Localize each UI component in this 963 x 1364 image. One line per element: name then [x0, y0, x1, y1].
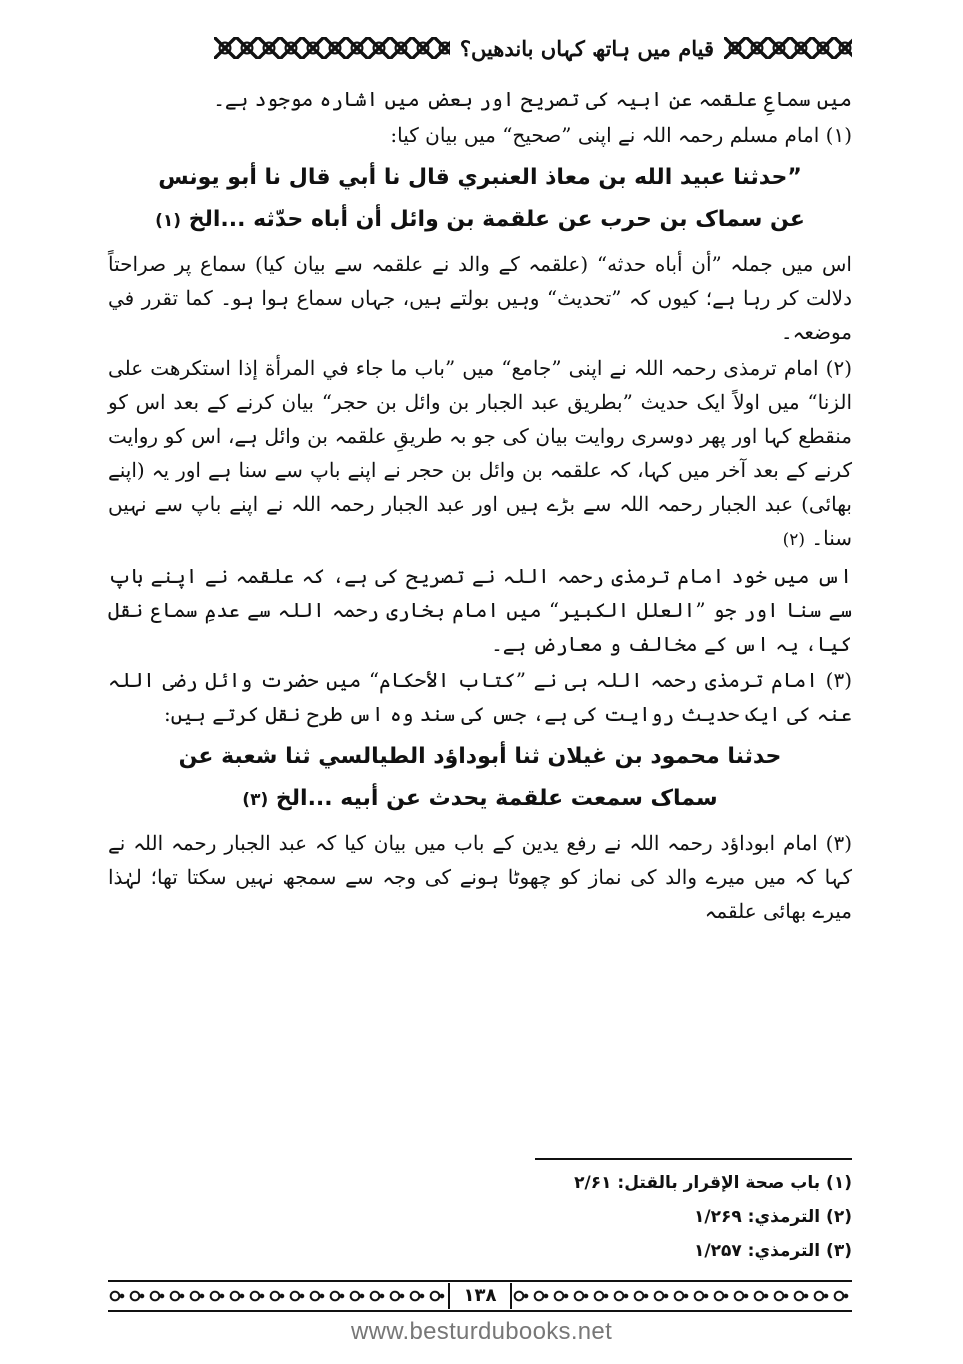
footnote-ref: (۱): [155, 211, 182, 231]
ornament-border-icon: [108, 1285, 448, 1307]
page-body: [108, 82, 852, 930]
arabic-quote-line: [128, 200, 832, 241]
paragraph-muslim: (۱) امام مسلم رحمہ اللہ نے اپنی ”صحیح“ میں بیان کیا:: [390, 123, 852, 147]
paragraph-intro: میں سماعِ علقمہ عن ابیہ کی تصریح اور بعض میں اشارہ موجود ہے۔: [213, 87, 852, 111]
footnote-item: (۳) الترمذي: ۱/۲۵۷: [694, 1241, 852, 1261]
page-number: ۱۳۸: [448, 1283, 513, 1309]
paragraph-ilal: اس میں خود امام ترمذی رحمہ اللہ نے تصریح کی ہے، کہ علقمہ نے اپنے باپ سے سنا اور جو ”العلل الکبیر“ میں امام بخاری رحمہ اللہ سے عدمِ سماع نقل کیا، یہ اس کے مخالف و معارض ہے۔: [108, 564, 852, 656]
footnote-item: (۱) باب صحة الإقرار بالقتل: ۲/۶۱: [574, 1173, 852, 1193]
arabic-quote-line: ”حدثنا عبيد الله بن معاذ العنبري قال نا أبي قال نا أبو يونس: [158, 165, 802, 190]
arabic-quote-line: حدثنا محمود بن غيلان ثنا أبوداؤد الطيالسي ثنا شعبة عن: [178, 744, 782, 769]
arabic-quote-text: سماک سمعت علقمة يحدث عن أبيه ...الخ: [275, 786, 718, 811]
page-footer: [108, 1280, 852, 1312]
page-header: [108, 28, 852, 68]
arabic-quote-text: عن سماک بن حرب عن علقمة بن وائل أن أباه حدّثه ...الخ: [188, 207, 805, 232]
running-title: قیام میں ہاتھ کہاں باندھیں؟: [459, 35, 714, 61]
arabic-quote-1: [108, 158, 852, 241]
paragraph-tahdith: اس میں جملہ ”أن أباه حدثه“ (علقمہ کے والد نے علقمہ سے بیان کیا) سماع پر صراحتاً دلالت کر رہا ہے؛ کیوں کہ ”تحدیث“ وہیں بولتے ہیں، جہاں سماع ہوا ہو۔ کما تقرر في موضعہ۔: [108, 252, 852, 344]
ornament-border-icon: [214, 37, 450, 59]
footnote-ref: (۲): [782, 530, 806, 550]
footnote-item: (۲) الترمذي: ۱/۲۶۹: [694, 1207, 852, 1227]
ornament-border-icon: [512, 1285, 852, 1307]
watermark: www.besturdubooks.net: [350, 1318, 613, 1345]
footnote-divider: [535, 1158, 852, 1160]
paragraph-abudawud: (۳) امام ابوداؤد رحمہ اللہ نے رفع یدین کے باب میں بیان کیا کہ عبد الجبار رحمہ اللہ نے کہا کہ میں میرے والد کی نماز کو چھوٹا ہونے کی وجہ سے سمجھ نہیں سکتا تھا؛ لہٰذا میرے بھائی علقمہ: [108, 831, 852, 923]
ornament-border-icon: [724, 37, 852, 59]
footnotes: [108, 1166, 852, 1268]
footnote-ref: (۳): [242, 790, 269, 810]
arabic-quote-line: [128, 779, 832, 820]
paragraph-ahkam: (۳) امام ترمذی رحمہ اللہ ہی نے ”کتاب الأحکام“ میں حضرت وائل رضی اللہ عنہ کی ایک حدیث روایت کی ہے، جس کی سند وہ اس طرح نقل کرتے ہیں:: [108, 668, 852, 726]
arabic-quote-2: [108, 737, 852, 820]
paragraph-tirmidhi: [108, 351, 852, 557]
paragraph-text: (۲) امام ترمذی رحمہ اللہ نے اپنی ”جامع“ میں ”باب ما جاء في المرأة إذا استکرهت علی الزنا“ میں اولاً ایک حدیث ”بطریق عبد الجبار بن وائل بن حجر“ بیان کرنے کے بعد اس کو منقطع کہا اور پھر دوسری روایت بیان کی جو بہ طریقِ علقمہ بن وائل ہے، اس کو روایت کرنے کے بعد آخر میں کہا، کہ علقمہ بن وائل بن حجر نے اپنے باپ سے سنا ہے اور یہ (اپنے بھائی) عبد الجبار رحمہ اللہ سے بڑے ہیں اور عبد الجبار رحمہ اللہ نے اپنے باپ سے نہیں سنا۔: [108, 356, 852, 550]
